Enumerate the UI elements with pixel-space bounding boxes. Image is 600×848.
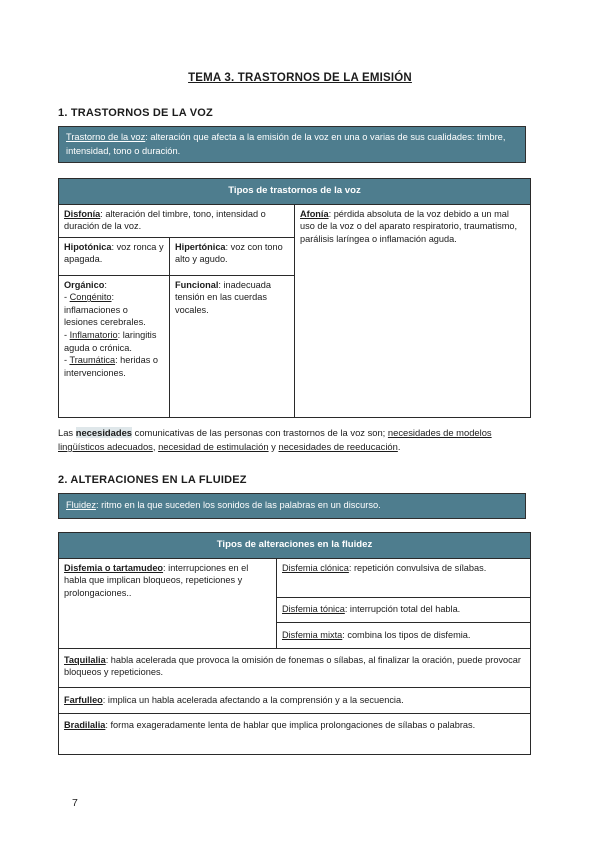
text-bradilalia: : forma exageradamente lenta de hablar que implica prolongaciones de sílabas o palabras. — [105, 719, 476, 730]
cell-afonia — [295, 204, 531, 417]
text-traumatica: : heridas o intervenciones. — [64, 355, 158, 378]
definition-box-fluidez — [58, 493, 526, 519]
text-afonia: : pérdida absoluta de la voz debido a un mal uso de la voz o del aparato respiratorio, traumatismo, parálisis laríngea o inflamación aguda. — [300, 208, 518, 244]
term-bradilalia: Bradilalia — [64, 719, 106, 730]
text-clonica: : repetición convulsiva de sílabas. — [348, 562, 487, 573]
table-header: Tipos de alteraciones en la fluidez — [59, 533, 531, 559]
fluency-disorders-table — [58, 532, 531, 755]
text-mixta: : combina los tipos de disfemia. — [342, 629, 471, 640]
cell-funcional — [170, 275, 295, 417]
text-inflamatorio: : laringitis aguda o crónica. — [64, 329, 157, 353]
cell-disfemia — [59, 558, 277, 648]
need-2: necesidad de estimulación — [158, 441, 269, 452]
cell-disfemia-tonica — [277, 597, 531, 622]
text-tonica: : interrupción total del habla. — [344, 604, 461, 615]
cell-disfemia-mixta — [277, 622, 531, 648]
table-header: Tipos de trastornos de la voz — [59, 179, 531, 205]
term-inflamatorio: Inflamatorio — [69, 329, 118, 340]
definition-box-voz — [58, 126, 526, 163]
term-organico: Orgánico — [64, 279, 105, 290]
text-farfulleo: : implica un habla acelerada afectando a la comprensión y a la secuencia. — [102, 694, 404, 705]
text-hipotonica: : voz ronca y apagada. — [64, 241, 164, 265]
term-hipertonica: Hipertónica — [175, 241, 226, 252]
term-farfulleo: Farfulleo — [64, 694, 103, 705]
definition-text: : ritmo en la que suceden los sonidos de las palabras en un discurso. — [95, 500, 381, 510]
definition-term: Fluidez — [66, 500, 96, 510]
term-tonica: Disfemia tónica — [282, 604, 345, 615]
text-disfemia: : interrupciones en el habla que implican bloqueos, repeticiones y prolongaciones.. — [64, 562, 249, 598]
voice-disorders-table — [58, 178, 531, 418]
text-taquilalia: : habla acelerada que provoca la omisión de fonemas o sílabas, al finalizar la oración, puede provocar bloqueos y repeticiones. — [64, 654, 521, 678]
cell-disfonia — [59, 204, 295, 237]
text-funcional: : inadecuada tensión en las cuerdas vocales. — [175, 279, 272, 315]
cell-hipertonica — [170, 237, 295, 275]
page-number: 7 — [72, 797, 78, 809]
cell-organico: Orgánico: - Congénito: inflamaciones o lesiones cerebrales. - Inflamatorio: laringitis aguda o crónica. - Traumática: heridas o intervenciones. — [59, 275, 170, 417]
text-disfonia: : alteración del timbre, tono, intensidad o duración de la voz. — [64, 208, 266, 232]
term-taquilalia: Taquilalia — [64, 654, 106, 665]
term-mixta: Disfemia mixta — [282, 629, 343, 640]
definition-text: : alteración que afecta a la emisión de la voz en una o varias de sus cualidades: timbre, intensidad, tono o duración. — [66, 132, 506, 156]
text-hipertonica: : voz con tono alto y agudo. — [175, 241, 283, 265]
term-traumatica: Traumática — [69, 355, 116, 366]
cell-disfemia-clonica — [277, 558, 531, 597]
term-funcional: Funcional — [175, 279, 219, 290]
section-heading-voz: 1. TRASTORNOS DE LA VOZ — [58, 107, 213, 119]
colon-organico: : — [104, 279, 107, 290]
term-clonica: Disfemia clónica — [282, 562, 349, 573]
section-heading-fluidez: 2. ALTERACIONES EN LA FLUIDEZ — [58, 474, 247, 486]
needs-highlight: necesidades — [75, 427, 133, 438]
term-disfonia: Disfonía — [64, 208, 101, 219]
term-disfemia: Disfemia o tartamudeo — [64, 562, 164, 573]
need-1: necesidades de modelos lingüísticos adecuados — [58, 427, 492, 452]
cell-hipotonica — [59, 237, 170, 275]
needs-paragraph: Las necesidades comunicativas de las personas con trastornos de la voz son; necesidades de modelos lingüísticos adecuados, necesidad de estimulación y necesidades de reeducación. — [58, 427, 492, 452]
text-congenito: : inflamaciones o lesiones cerebrales. — [64, 292, 146, 328]
cell-bradilalia — [59, 713, 531, 754]
term-hipotonica: Hipotónica — [64, 241, 112, 252]
page-title: TEMA 3. TRASTORNOS DE LA EMISIÓN — [188, 72, 412, 84]
term-afonia: Afonía — [300, 208, 329, 219]
need-3: necesidades de reeducación — [278, 441, 398, 452]
cell-taquilalia — [59, 648, 531, 687]
term-congenito: Congénito — [69, 292, 112, 303]
cell-farfulleo — [59, 687, 531, 713]
definition-term: Trastorno de la voz — [66, 132, 146, 142]
